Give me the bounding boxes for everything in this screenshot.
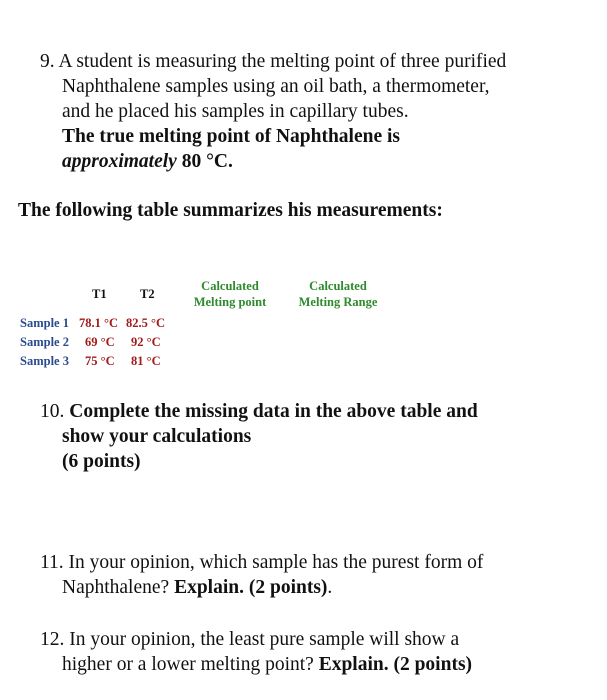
header-calc-mp-line-1: Calculated [201, 279, 259, 293]
question-9-text-3: and he placed his samples in capillary tubes. [62, 101, 409, 122]
question-9-approximately: approximately [62, 151, 177, 172]
question-12-line-2 [62, 652, 472, 677]
table-summary-heading: The following table summarizes his measurements: [18, 200, 443, 221]
question-10-text-2: show your calculations [62, 426, 252, 447]
question-9-number: 9. [40, 51, 55, 72]
header-calc-mp-line-2: Melting point [193, 295, 267, 309]
header-t1: T1 [92, 287, 107, 301]
question-10-number: 10. [40, 401, 65, 422]
row-2-t1: 69 °C [85, 335, 115, 349]
question-12-text-2: higher or a lower melting point? [62, 654, 319, 675]
question-9-approx-line [62, 149, 233, 174]
row-2-t2: 92 °C [131, 335, 161, 349]
row-3-label: Sample 3 [20, 354, 69, 368]
question-11-number: 11. [40, 552, 64, 573]
question-12-number: 12. [40, 629, 65, 650]
question-11-text-1: In your opinion, which sample has the purest form of [68, 552, 484, 573]
question-11-explain: Explain. (2 points) [174, 577, 328, 598]
question-12-line-1 [40, 627, 459, 652]
question-11-period: . [327, 577, 333, 598]
question-9-line-1 [40, 49, 506, 74]
header-calculated-melting-point [182, 278, 278, 310]
question-9-text-2: Naphthalene samples using an oil bath, a thermometer, [62, 76, 490, 97]
header-calculated-melting-range [288, 278, 388, 310]
question-12-text-1: In your opinion, the least pure sample will show a [69, 629, 460, 650]
row-1-t1: 78.1 °C [79, 316, 119, 330]
header-calc-mr-line-2: Melting Range [298, 295, 378, 309]
question-12-explain: Explain. (2 points) [318, 654, 473, 675]
question-9-temperature: 80 °C. [176, 151, 233, 172]
header-t2: T2 [140, 287, 155, 301]
row-3-t1: 75 °C [85, 354, 115, 368]
row-2-label: Sample 2 [20, 335, 69, 349]
question-11-text-2: Naphthalene? [62, 577, 175, 598]
question-10-points: (6 points) [62, 451, 141, 472]
row-1-t2: 82.5 °C [126, 316, 166, 330]
question-11-line-2 [62, 575, 332, 600]
row-1-label: Sample 1 [20, 316, 69, 330]
question-9-text-1: A student is measuring the melting point of three purified [58, 51, 507, 72]
question-9-true-mp: The true melting point of Naphthalene is [62, 126, 401, 147]
header-calc-mr-line-1: Calculated [309, 279, 367, 293]
row-3-t2: 81 °C [131, 354, 161, 368]
question-10-text-1: Complete the missing data in the above table and [69, 401, 478, 422]
question-11-line-1 [40, 550, 483, 575]
question-10-line-1 [40, 399, 478, 424]
